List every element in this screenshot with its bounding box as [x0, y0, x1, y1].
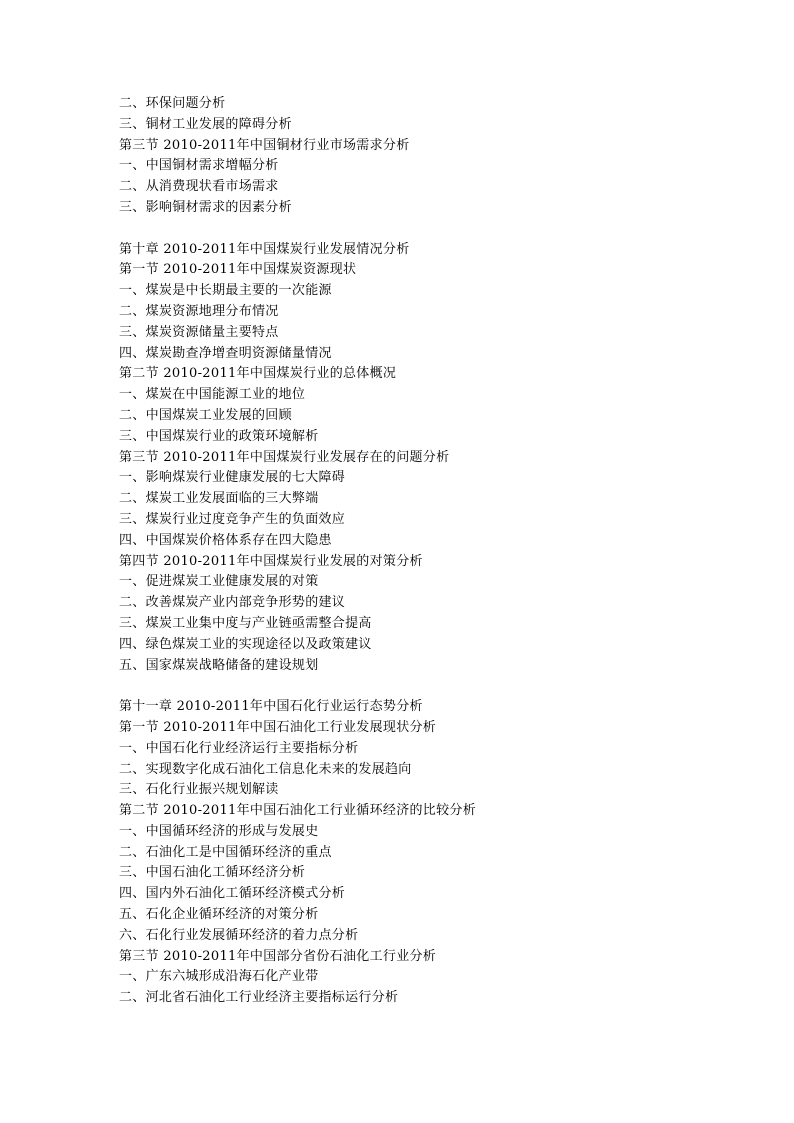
- toc-line: 二、环保问题分析: [119, 96, 226, 111]
- toc-line: 三、影响铜材需求的因素分析: [119, 199, 292, 215]
- toc-line: 三、煤炭工业集中度与产业链亟需整合提高: [119, 615, 372, 631]
- toc-line: 四、国内外石油化工循环经济模式分析: [119, 886, 346, 902]
- toc-line: 六、石化行业发展循环经济的着力点分析: [119, 927, 359, 943]
- toc-line: 第三节 2010-2011年中国煤炭行业发展存在的问题分析: [119, 449, 450, 465]
- toc-line: 二、从消费现状看市场需求: [119, 179, 279, 195]
- table-of-contents: [119, 94, 719, 1009]
- toc-line: 一、煤炭是中长期最主要的一次能源: [119, 283, 332, 299]
- toc-line: 二、煤炭资源地理分布情况: [119, 303, 279, 319]
- toc-line: 三、铜材工业发展的障碍分析: [119, 116, 292, 132]
- section-gap: [119, 676, 719, 697]
- toc-line: 第四节 2010-2011年中国煤炭行业发展的对策分析: [119, 553, 423, 569]
- section-gap: [119, 219, 719, 240]
- toc-line: 三、石化行业振兴规划解读: [119, 782, 279, 798]
- toc-line: 一、促进煤炭工业健康发展的对策: [119, 574, 319, 590]
- toc-line: 五、石化企业循环经济的对策分析: [119, 907, 319, 923]
- toc-line: 四、煤炭勘查净增查明资源储量情况: [119, 345, 332, 361]
- toc-line: 一、影响煤炭行业健康发展的七大障碍: [119, 470, 346, 486]
- toc-line: 第一节 2010-2011年中国煤炭资源现状: [119, 262, 357, 278]
- toc-line: 第二节 2010-2011年中国石油化工行业循环经济的比较分析: [119, 803, 476, 819]
- toc-line: 三、中国石油化工循环经济分析: [119, 865, 306, 881]
- toc-line: 四、绿色煤炭工业的实现途径以及政策建议: [119, 636, 372, 652]
- toc-line: 二、河北省石油化工行业经济主要指标运行分析: [119, 990, 399, 1006]
- toc-line: 一、中国石化行业经济运行主要指标分析: [119, 740, 359, 756]
- toc-line: 三、中国煤炭行业的政策环境解析: [119, 428, 319, 444]
- toc-line: 二、中国煤炭工业发展的回顾: [119, 407, 292, 423]
- toc-line: 二、煤炭工业发展面临的三大弊端: [119, 491, 319, 507]
- toc-line: 一、煤炭在中国能源工业的地位: [119, 387, 306, 403]
- toc-line: 第三节 2010-2011年中国铜材行业市场需求分析: [119, 137, 410, 153]
- toc-line: 第三节 2010-2011年中国部分省份石油化工行业分析: [119, 948, 437, 964]
- toc-line: 三、煤炭行业过度竞争产生的负面效应: [119, 511, 346, 527]
- toc-line: 四、中国煤炭价格体系存在四大隐患: [119, 532, 332, 548]
- toc-line: 二、实现数字化成石油化工信息化未来的发展趋向: [119, 761, 412, 777]
- toc-line: 一、广东六城形成沿海石化产业带: [119, 969, 319, 985]
- toc-block: [119, 94, 719, 219]
- toc-line: 二、石油化工是中国循环经济的重点: [119, 844, 332, 860]
- toc-line: 第一节 2010-2011年中国石油化工行业发展现状分析: [119, 719, 437, 735]
- toc-line: 第十章 2010-2011年中国煤炭行业发展情况分析: [119, 241, 410, 257]
- toc-block: [119, 697, 719, 1009]
- toc-line: 一、中国循环经济的形成与发展史: [119, 823, 319, 839]
- toc-block: [119, 240, 719, 677]
- toc-line: 一、中国铜材需求增幅分析: [119, 158, 279, 174]
- toc-line: 第十一章 2010-2011年中国石化行业运行态势分析: [119, 699, 423, 715]
- toc-line: 第二节 2010-2011年中国煤炭行业的总体概况: [119, 366, 397, 382]
- toc-line: 五、国家煤炭战略储备的建设规划: [119, 657, 319, 673]
- toc-line: 三、煤炭资源储量主要特点: [119, 324, 279, 340]
- toc-line: 二、改善煤炭产业内部竞争形势的建议: [119, 595, 346, 611]
